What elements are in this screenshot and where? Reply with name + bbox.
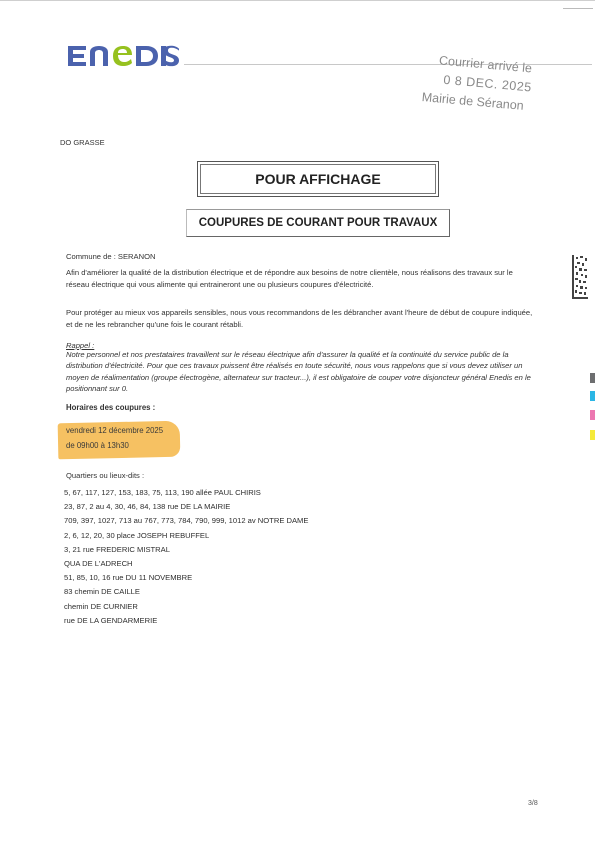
print-mark-black xyxy=(590,373,595,383)
notice-title: POUR AFFICHAGE xyxy=(255,171,381,187)
list-item: 51, 85, 10, 16 rue DU 11 NOVEMBRE xyxy=(64,573,193,583)
list-item: 23, 87, 2 au 4, 30, 46, 84, 138 rue DE LA MAIRIE xyxy=(64,502,231,512)
list-item: QUA DE L'ADRECH xyxy=(64,558,133,568)
notice-title-box xyxy=(197,161,439,197)
corner-mark xyxy=(563,8,593,9)
reference-code: DO GRASSE xyxy=(60,138,105,147)
horaires-title: Horaires des coupures : xyxy=(66,403,156,412)
list-item: 83 chemin DE CAILLE xyxy=(64,587,140,597)
commune-line: Commune de : SERANON xyxy=(66,252,156,261)
advice-paragraph: Pour protéger au mieux vos appareils sensibles, nous vous recommandons de les débrancher avant l'heure de début de coupure indiquée, et de ne les rebrancher qu'une fois le courant rétabli. xyxy=(66,308,533,329)
list-item: 3, 21 rue FREDERIC MISTRAL xyxy=(64,544,170,554)
top-edge-line xyxy=(0,0,595,1)
list-item: rue DE LA GENDARMERIE xyxy=(64,615,158,625)
received-stamp xyxy=(419,50,539,117)
outage-date: vendredi 12 décembre 2025 xyxy=(66,426,164,435)
list-item: 709, 397, 1027, 713 au 767, 773, 784, 790, 999, 1012 av NOTRE DAME xyxy=(64,516,309,526)
page-number: 3/8 xyxy=(528,800,538,807)
enedis-logo-graphic xyxy=(66,38,181,70)
intro-paragraph: Afin d'améliorer la qualité de la distribution électrique et de répondre aux besoins de notre clientèle, nous réalisons des travaux sur le réseau électrique qui vous alimente qui entraineront une ou plusieurs coupures d'électricité. xyxy=(66,268,513,289)
print-mark-cyan xyxy=(590,391,595,401)
datamatrix-code xyxy=(571,254,589,300)
outage-time: de 09h00 à 13h30 xyxy=(66,441,129,450)
enedis-logo xyxy=(66,38,181,70)
address-list xyxy=(64,486,364,628)
list-item: 2, 6, 12, 20, 30 place JOSEPH REBUFFEL xyxy=(64,530,210,540)
stamp-date: 0 8 DEC. 2025 xyxy=(442,72,533,95)
notice-subtitle: COUPURES DE COURANT POUR TRAVAUX xyxy=(198,217,438,229)
quartiers-title: Quartiers ou lieux-dits : xyxy=(66,471,145,480)
print-mark-yellow xyxy=(590,430,595,440)
rappel-title: Rappel : xyxy=(66,341,95,350)
stamp-line-1: Courrier arrivé le xyxy=(438,53,533,76)
print-mark-magenta xyxy=(590,410,595,420)
rappel-text: Notre personnel et nos prestataires travaillent sur le réseau électrique afin d'assurer la qualité et la continuité du service public de la distribution d'électricité. Pour que ces travaux puissent être réalisés en toute sécurité, nous vous rappelons que si vous devez utiliser un moyen de réalimentation (groupe électrogène, alternateur sur tracteur...), il est obligatoire de couper votre disjoncteur général Enedis en le positionnant sur 0. xyxy=(66,350,531,394)
list-item: chemin DE CURNIER xyxy=(64,601,138,611)
list-item: 5, 67, 117, 127, 153, 183, 75, 113, 190 allée PAUL CHIRIS xyxy=(64,488,261,497)
stamp-mairie: Mairie de Séranon xyxy=(421,90,525,113)
notice-subtitle-box xyxy=(186,209,450,237)
